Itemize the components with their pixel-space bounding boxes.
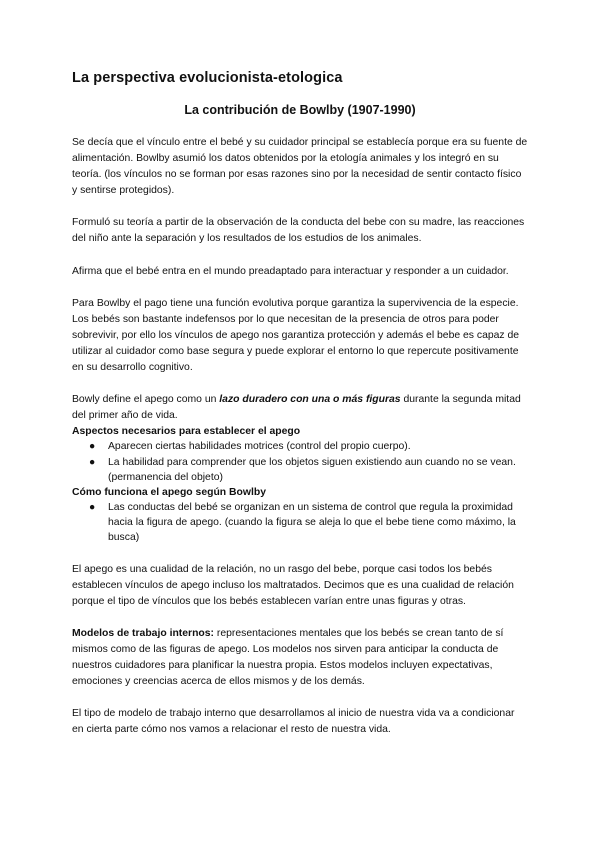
paragraph-5 (72, 392, 528, 424)
paragraph-6: El apego es una cualidad de la relación, no un rasgo del bebe, porque casi todos los bebés establecen vínculos de apego incluso los maltratados. Decimos que es una cualidad de relación porque el tipo de vínculos que los bebés establecen varían entre unas figuras y otras. (72, 563, 514, 607)
paragraph-7-term: Modelos de trabajo internos: (72, 627, 215, 639)
paragraph-8: El tipo de modelo de trabajo interno que desarrollamos al inicio de nuestra vida va a condicionar en cierta parte cómo nos vamos a relacionar el resto de nuestra vida. (72, 708, 515, 736)
bullet-icon: ● (89, 441, 96, 453)
list-item-text: Las conductas del bebé se organizan en un sistema de control que regula la proximidad hacia la figura de apego. (cuando la figura se aleja lo que el bebe tiene como máximo, la busca) (108, 501, 516, 544)
list-item (72, 455, 528, 485)
list-item (72, 439, 528, 454)
bullet-icon: ● (89, 501, 96, 513)
document-title: La perspectiva evolucionista-etologica (72, 70, 343, 86)
paragraph-3: Afirma que el bebé entra en el mundo preadaptado para interactuar y responder a un cuidador. (72, 265, 509, 277)
aspects-list (72, 439, 528, 485)
paragraph-7 (72, 626, 528, 690)
section-heading-aspects: Aspectos necesarios para establecer el apego (72, 426, 301, 438)
list-item (72, 500, 528, 546)
paragraph-5-start: Bowly define el apego como un (72, 394, 220, 406)
paragraph-1: Se decía que el vínculo entre el bebé y su cuidador principal se establecía porque era su fuente de alimentación. Bowlby asumió los datos obtenidos por la etología animales y los integró en su teoría. (los vínculos no se forman por esas razones sino por la necesidad de sentir contacto físico y sentirse protegidos). (72, 137, 528, 197)
document-subtitle: La contribución de Bowlby (1907-1990) (184, 103, 416, 117)
paragraph-5-emphasis: lazo duradero con una o más figuras (219, 394, 401, 406)
paragraph-4: Para Bowlby el pago tiene una función evolutiva porque garantiza la supervivencia de la especie. Los bebés son bastante indefensos por lo que necesitan de la presencia de otros para poder sobrevivir, por ello los vínculos de apego nos garantiza protección y además el bebe es capaz de utilizar al cuidador como base segura y puede explorar el entorno lo que repercute positivamente en su desarrollo cognitivo. (72, 297, 520, 374)
document-page (72, 70, 528, 754)
paragraph-7-text: representaciones mentales que los bebés se crean tanto de sí mismos como de las figuras de apego. Los modelos nos sirven para anticipar la conducta de nuestros cuidadores para planificar la nuestra propia. Estos modelos incluyen expectativas, emociones y creencias acerca de ellos mismos y de los demás. (72, 627, 504, 688)
how-it-works-list (72, 500, 528, 546)
section-heading-how-it-works: Cómo funciona el apego según Bowlby (72, 486, 266, 498)
bullet-icon: ● (89, 456, 96, 468)
paragraph-5-end: durante la segunda mitad del primer año de vida. (72, 394, 521, 422)
paragraph-2: Formuló su teoría a partir de la observación de la conducta del bebe con su madre, las reacciones del niño ante la separación y los resultados de los estudios de los animales. (72, 217, 525, 245)
list-item-text: La habilidad para comprender que los objetos siguen existiendo aun cuando no se vean. (permanencia del objeto) (108, 456, 516, 483)
list-item-text: Aparecen ciertas habilidades motrices (control del propio cuerpo). (108, 441, 411, 453)
